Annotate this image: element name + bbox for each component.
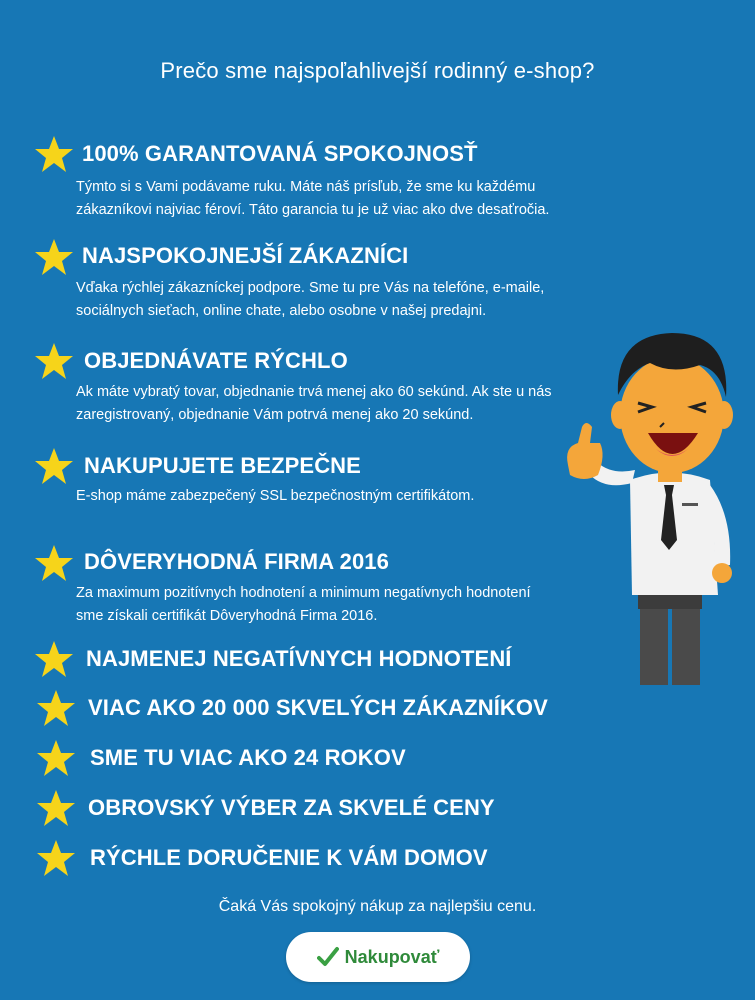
- feature-heading: NAKUPUJETE BEZPEČNE: [84, 453, 361, 478]
- feature-heading: RÝCHLE DORUČENIE K VÁM DOMOV: [90, 845, 488, 870]
- feature-description: [76, 277, 586, 323]
- description-line: sociálnych sieťach, online chate, alebo osobne v našej predajni.: [76, 303, 487, 319]
- star-icon: [36, 738, 76, 778]
- checkmark-icon: [317, 946, 339, 968]
- feature-description: [76, 485, 586, 508]
- feature-heading: SME TU VIAC AKO 24 ROKOV: [90, 745, 406, 770]
- description-line: Za maximum pozitívnych hodnotení a minimum negatívnych hodnotení: [76, 585, 531, 601]
- description-line: E-shop máme zabezpečený SSL bezpečnostným certifikátom.: [76, 488, 475, 504]
- star-icon: [34, 639, 74, 679]
- description-line: Ak máte vybratý tovar, objednanie trvá menej ako 60 sekúnd. Ak ste u nás: [76, 384, 552, 400]
- star-icon: [34, 543, 74, 583]
- feature-heading: 100% GARANTOVANÁ SPOKOJNOSŤ: [82, 141, 478, 166]
- star-icon: [34, 446, 74, 486]
- feature-heading: VIAC AKO 20 000 SKVELÝCH ZÁKAZNÍKOV: [88, 695, 548, 720]
- description-line: zaregistrovaný, objednanie Vám potrvá menej ako 20 sekúnd.: [76, 407, 474, 423]
- star-icon: [36, 838, 76, 878]
- star-icon: [34, 134, 74, 174]
- description-line: sme získali certifikát Dôveryhodná Firma 2016.: [76, 608, 378, 624]
- feature-heading: OBROVSKÝ VÝBER ZA SKVELÉ CENY: [88, 795, 495, 820]
- description-line: Vďaka rýchlej zákazníckej podpore. Sme tu pre Vás na telefóne, e-maile,: [76, 280, 545, 296]
- star-icon: [36, 688, 76, 728]
- feature-heading: NAJSPOKOJNEJŠÍ ZÁKAZNÍCI: [82, 243, 409, 268]
- description-line: Týmto si s Vami podávame ruku. Máte náš prísľub, že sme ku každému: [76, 179, 536, 195]
- shop-now-button[interactable]: [286, 932, 470, 982]
- shop-now-button-label: Nakupovať: [344, 946, 440, 967]
- star-icon: [34, 237, 74, 277]
- feature-description: [76, 176, 586, 222]
- description-line: zákazníkovi najviac féroví. Táto garancia tu je už viac ako dve desaťročia.: [76, 202, 550, 218]
- page-title: Prečo sme najspoľahlivejší rodinný e-shop?: [160, 58, 595, 83]
- star-icon: [34, 341, 74, 381]
- feature-heading: OBJEDNÁVATE RÝCHLO: [84, 348, 348, 373]
- feature-description: [76, 582, 586, 628]
- star-icon: [36, 788, 76, 828]
- cartoon-man-thumbs-up-illustration: [560, 315, 750, 695]
- footer-tagline: Čaká Vás spokojný nákup za najlepšiu cenu.: [218, 898, 537, 915]
- feature-heading: NAJMENEJ NEGATÍVNYCH HODNOTENÍ: [86, 646, 512, 671]
- feature-description: [76, 381, 596, 427]
- feature-heading: DÔVERYHODNÁ FIRMA 2016: [84, 549, 389, 574]
